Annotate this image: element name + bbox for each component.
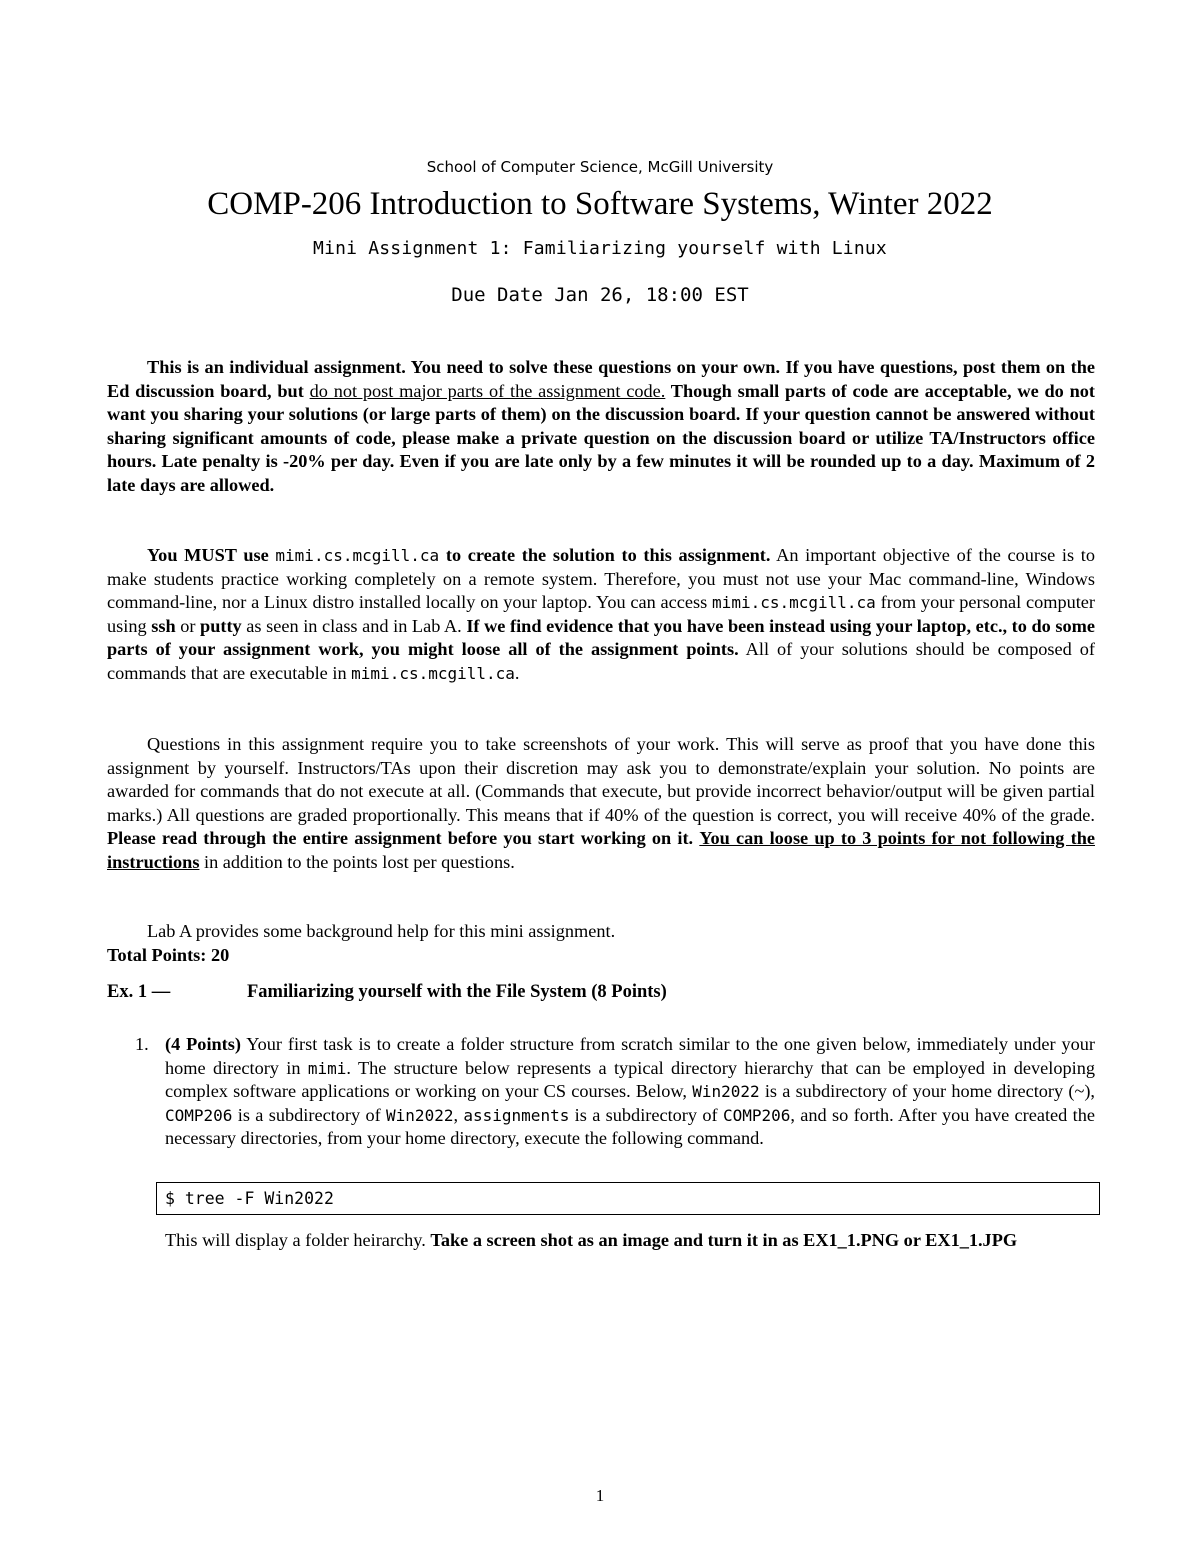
question-text: , and so forth. After you have created the necessary directories, from your home directory, execute the following command. bbox=[165, 1104, 1095, 1148]
question-text: . The structure below represents a typical directory hierarchy that can be employed in developing complex software applications or working on your CS courses. Below, bbox=[165, 1057, 1095, 1101]
period-text: . bbox=[514, 662, 520, 683]
evidence-warning-text: If we find evidence that you have been instead using your laptop, etc., to do some parts of your assignment work, you might loose all of the assignment points. bbox=[107, 615, 1096, 659]
assignment-subtitle: Mini Assignment 1: Familiarizing yourself with Linux bbox=[313, 238, 887, 259]
or-text: or bbox=[175, 615, 201, 636]
school-name: School of Computer Science, McGill University bbox=[426, 158, 774, 176]
mimi-host: mimi.cs.mcgill.ca bbox=[351, 663, 515, 683]
mimi-objective-text: An important objective of the course is to make students practice working completely on a remote system. Therefore, you must not use your Mac command-line, Windows command-line, nor a Linux distro installed locally on your laptop. You can access bbox=[107, 545, 1095, 612]
mimi-name: mimi bbox=[307, 1058, 347, 1078]
dir-comp206: COMP206 bbox=[165, 1105, 233, 1125]
lab-text: Lab A provides some background help for this mini assignment. bbox=[147, 921, 616, 941]
screenshots-text: Questions in this assignment require you to take screenshots of your work. This will serve as proof that you have done this assignment by yourself. Instructors/TAs upon their discretion may ask you to demonstrate/explain your solution. No points are awarded for commands that do not execute at all. (Commands that execute, but provide incorrect behavior/output will be given partial marks.) All questions are graded proportionally. This means that if 40% of the question is correct, you will receive 40% of the grade. bbox=[107, 734, 1095, 825]
screenshot-instruction bbox=[165, 1229, 1095, 1253]
dir-assignments: assignments bbox=[463, 1105, 570, 1125]
question-text: , bbox=[453, 1104, 464, 1125]
exercise-heading bbox=[107, 982, 667, 1003]
mimi-paragraph bbox=[107, 544, 1095, 685]
lab-paragraph bbox=[107, 920, 1095, 967]
exercise-label: Ex. 1 — bbox=[107, 982, 171, 1002]
page-number: 1 bbox=[595, 1486, 605, 1505]
putty-text: putty bbox=[200, 615, 242, 636]
heirarchy-text: This will display a folder heirarchy. bbox=[165, 1230, 431, 1250]
loose-points-text: You can loose up to 3 points for not following the instructions bbox=[107, 828, 1095, 872]
course-title: COMP-206 Introduction to Software Systems, Winter 2022 bbox=[207, 186, 993, 222]
question-text: is a subdirectory of bbox=[232, 1104, 387, 1125]
question-text: is a subdirectory of your home directory (~), bbox=[759, 1081, 1095, 1101]
question-points: (4 Points) bbox=[165, 1034, 241, 1054]
turn-in-text: Take a screen shot as an image and turn it in as EX1_1.PNG or EX1_1.JPG bbox=[430, 1230, 1018, 1250]
dir-comp206: COMP206 bbox=[722, 1105, 791, 1125]
question-number: 1. bbox=[135, 1034, 149, 1054]
class-lab-text: as seen in class and in Lab A. bbox=[241, 615, 467, 636]
intro-paragraph bbox=[107, 356, 1095, 497]
mimi-must-text-end: to create the solution to this assignment. bbox=[439, 545, 771, 565]
mimi-host: mimi.cs.mcgill.ca bbox=[275, 546, 440, 565]
read-through-text: Please read through the entire assignment before you start working on it. bbox=[107, 828, 694, 848]
due-date: Due Date Jan 26, 18:00 EST bbox=[451, 284, 749, 306]
command-box: $ tree -F Win2022 bbox=[156, 1182, 1100, 1215]
mimi-must-text: You MUST use bbox=[147, 545, 276, 565]
dir-win2022: Win2022 bbox=[386, 1105, 454, 1125]
dir-win2022: Win2022 bbox=[692, 1082, 760, 1101]
question-text: is a subdirectory of bbox=[569, 1104, 723, 1125]
total-points: Total Points: 20 bbox=[107, 944, 230, 965]
question-text: Your first task is to create a folder structure from scratch similar to the one given below, immediately under your home directory in bbox=[165, 1034, 1095, 1078]
intro-text-continued: Though small parts of code are acceptable, we do not want you sharing your solutions (or large parts of them) on the discussion board. If your question cannot be answered without sharing significant amounts of code, please make a private question on the discussion board or utilize TA/Instructors office hours. Late penalty is -20% per day. Even if you are late only by a few minutes it will be rounded up to a day. Maximum of 2 late days are allowed. bbox=[107, 380, 1096, 495]
intro-text: This is an individual assignment. You need to solve these questions on your own. If you have questions, post them on the Ed discussion board, but bbox=[107, 357, 1095, 401]
mimi-access-text: from your personal computer using bbox=[107, 592, 1096, 636]
question-body bbox=[165, 1033, 1095, 1151]
question-item bbox=[107, 1033, 1095, 1151]
exercise-title: Familiarizing yourself with the File System (8 Points) bbox=[247, 982, 667, 1002]
solutions-text: All of your solutions should be composed of commands that are executable in bbox=[107, 639, 1095, 683]
points-lost-text: in addition to the points lost per questions. bbox=[199, 851, 515, 872]
ssh-text: ssh bbox=[151, 615, 176, 636]
screenshots-paragraph bbox=[107, 733, 1095, 874]
intro-underlined-text: do not post major parts of the assignment code. bbox=[309, 380, 666, 401]
mimi-host: mimi.cs.mcgill.ca bbox=[712, 593, 876, 612]
